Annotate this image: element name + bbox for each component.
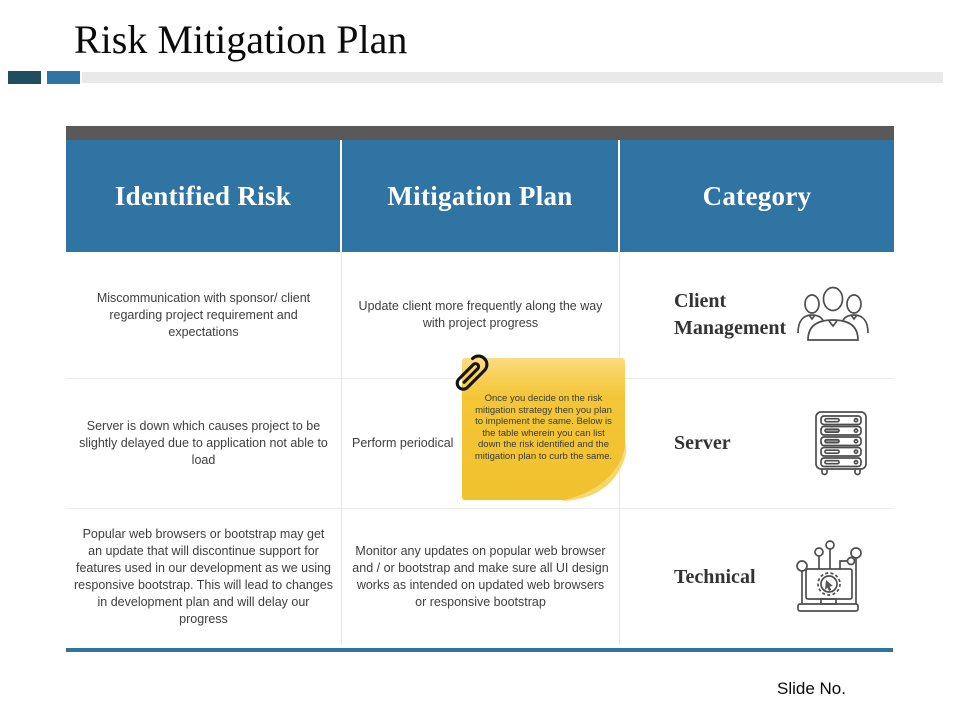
server-icon: [812, 410, 870, 478]
category-cell: [620, 252, 894, 378]
technical-icon: [786, 538, 870, 616]
title-underline: [82, 72, 943, 83]
header-identified-risk: Identified Risk: [66, 140, 342, 252]
slide-number-label: Slide No.: [777, 679, 846, 698]
category-cell: [620, 379, 894, 508]
accent-square-blue: [47, 71, 80, 84]
risk-cell: Miscommunication with sponsor/ client regarding project requirement and expectations: [66, 252, 342, 378]
header-mitigation-plan: Mitigation Plan: [342, 140, 620, 252]
sticky-note-text: Once you decide on the risk mitigation strategy then you plan to implement the same. Below is the table wherein you can list down the risk identified and the mitigation plan to curb the same.: [474, 393, 613, 462]
accent-square-dark: [8, 71, 41, 84]
plan-cell: Monitor any updates on popular web browser and / or bootstrap and make sure all UI design works as intended on updated web browsers or responsive bootstrap: [342, 509, 620, 645]
category-label: Technical: [674, 565, 756, 588]
plan-cell: Update client more frequently along the way with project progress: [342, 252, 620, 378]
table-row: [66, 508, 894, 645]
table-top-bar: [66, 126, 894, 140]
table-header-row: [66, 140, 894, 252]
plan-cell: Perform periodical: [342, 379, 620, 508]
risk-cell: Popular web browsers or bootstrap may get an update that will discontinue support for features used in our development as we using responsive bootstrap. This will lead to changes in development plan and will delay our progress: [66, 509, 342, 645]
header-category: Category: [620, 140, 894, 252]
risk-cell: Server is down which causes project to be slightly delayed due to application not able to load: [66, 379, 342, 508]
category-label: Client Management: [674, 290, 787, 339]
table-bottom-rule: [66, 648, 893, 652]
category-cell: [620, 509, 894, 645]
category-label: Server: [674, 432, 731, 454]
page-curl: [556, 439, 626, 501]
page-title: Risk Mitigation Plan: [74, 17, 408, 62]
team-icon: [796, 286, 870, 344]
